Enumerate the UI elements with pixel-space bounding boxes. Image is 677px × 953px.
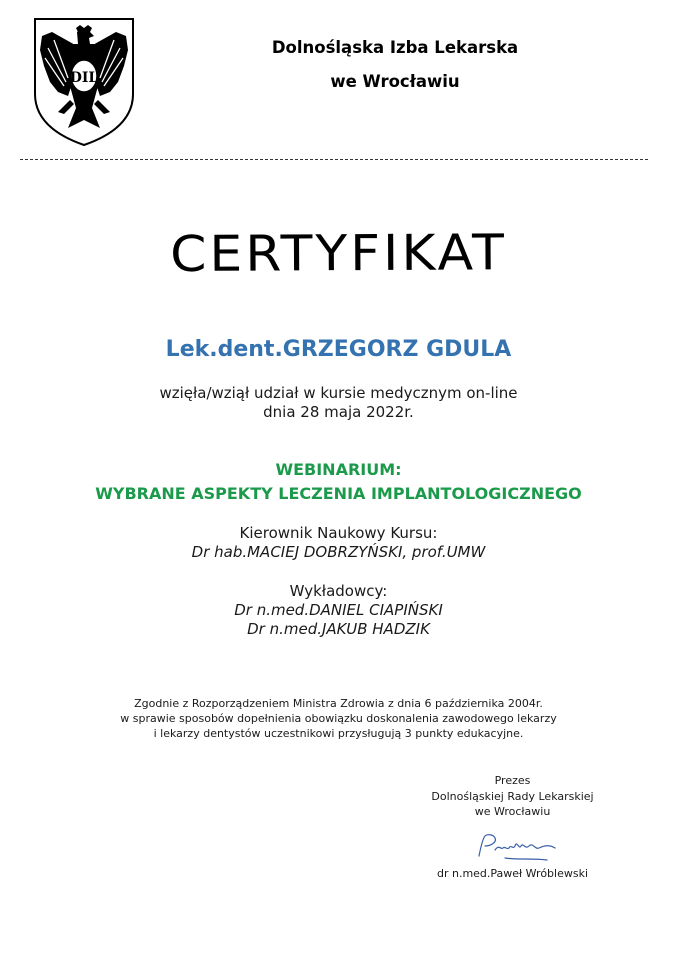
organization-city: we Wrocławiu [330, 72, 460, 91]
signatory-organization: Dolnośląskiej Rady Lekarskiej [431, 790, 594, 803]
course-type: WEBINARIUM: [275, 460, 402, 479]
handwritten-signature-icon [465, 828, 565, 868]
signatory-title: Prezes [494, 774, 531, 787]
participation-date: dnia 28 maja 2022r. [263, 403, 414, 421]
legal-note: Zgodnie z Rozporządzeniem Ministra Zdrowia z dnia 6 października 2004r. [134, 697, 543, 710]
course-title: WYBRANE ASPEKTY LECZENIA IMPLANTOLOGICZNEGO [95, 484, 582, 503]
legal-note: w sprawie sposobów dopełnienia obowiązku doskonalenia zawodowego lekarzy [120, 712, 557, 725]
eagle-coat-of-arms-icon [32, 16, 136, 148]
lecturers-label: Wykładowcy: [289, 582, 388, 600]
organization-name: Dolnośląska Izba Lekarska [271, 38, 519, 57]
director-name: Dr hab.MACIEJ DOBRZYŃSKI, prof.UMW [191, 543, 486, 561]
legal-note: i lekarzy dentystów uczestnikowi przysługują 3 punkty edukacyjne. [153, 727, 524, 740]
lecturer-name: Dr n.med.DANIEL CIAPIŃSKI [234, 601, 443, 619]
signatory-name: dr n.med.Paweł Wróblewski [436, 867, 589, 880]
signatory-city: we Wrocławiu [474, 805, 551, 818]
svg-text:DIL: DIL [69, 70, 99, 86]
director-label: Kierownik Naukowy Kursu: [239, 524, 438, 542]
recipient-name: Lek.dent.GRZEGORZ GDULA [165, 337, 512, 362]
lecturer-name: Dr n.med.JAKUB HADZIK [247, 620, 430, 638]
header-divider [20, 159, 648, 160]
participation-text: wzięła/wziął udział w kursie medycznym on-line [159, 384, 518, 402]
certificate-title: CERTYFIKAT [169, 224, 508, 284]
